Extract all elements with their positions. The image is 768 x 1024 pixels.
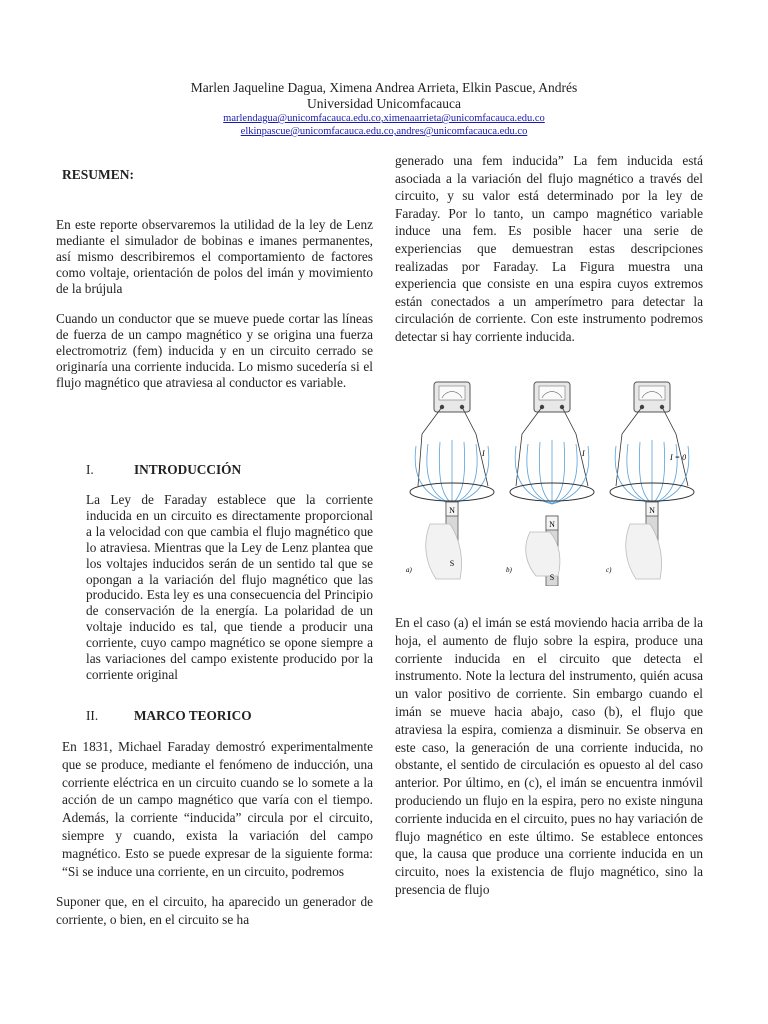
section-number: I. (86, 462, 94, 477)
abstract-text-2: Cuando un conductor que se mueve puede cortar las líneas de fuerza de un campo magnético y se origina una fuerza electromotriz (fem) inducida y en un circuito cerrado se originaría una corriente inducida. Lo mismo sucedería si el flujo magnético que atraviesa al conductor es variable. (56, 311, 373, 390)
right-column-top (395, 152, 703, 346)
panel-label-b: b) (506, 566, 512, 574)
abstract-text-1: En este reporte observaremos la utilidad de la ley de Lenz mediante el simulador de bobinas e imanes permanentes, así mismo describiremos el comportamiento de factores como voltaje, orientación de polos del imán y movimiento de la brújula (56, 217, 373, 296)
faraday-figure-drawing (402, 374, 702, 586)
right-paragraph-1: generado una fem inducida” La fem inducida está asociada a la variación del flujo magnético a través del circuito, y su valor está determinado por la ley de Faraday. Por lo tanto, un campo magnético variable induce una fem. Es posible hacer una serie de experiencias que demuestran estas descripciones realizadas por Faraday. La Figura muestra una experiencia que consiste en una espira cuyos extremos están conectados a un amperímetro para detectar la circulación de corriente. Con este instrumento podremos detectar si hay corriente inducida. (395, 153, 703, 344)
pole-n-label: N (649, 506, 655, 515)
section-number: II. (86, 708, 99, 723)
right-paragraph-2: En el caso (a) el imán se está moviendo hacia arriba de la hoja, el aumento de flujo sobre la espira, produce una corriente inducida en el circuito que detecta el instrumento. Note la lectura del instrumento, quién acusa un valor positivo de corriente. Sin embargo cuando el imán se mueve hacia abajo, caso (b), el flujo que atraviesa la espira, comienza a disminuir. Se observa en este caso, la generación de una corriente inducida, no obstante, el sentido de circulación es opuesto al del caso anterior. Por último, en (c), el imán se encuentra inmóvil produciendo un flujo en la espira, pero no existe ninguna corriente inducida en el circuito, pues no hay variación de flujo magnético en este último. Se establece entonces que, la causa que produce una corriente inducida en un circuito, noes la existencia de flujo magnético, sino la presencia de flujo (395, 615, 703, 897)
panel-c (606, 382, 694, 579)
pole-n-label: N (449, 506, 455, 515)
panel-label-c: c) (606, 566, 612, 574)
paper-header (0, 80, 768, 138)
abstract-paragraph-2 (56, 311, 373, 391)
pole-n-label: N (549, 520, 555, 529)
faraday-figure (402, 374, 702, 586)
affiliation-line: Universidad Unicomfacauca (306, 96, 462, 111)
email-link-line-2[interactable]: elkinpascue@unicomfacauca.edu.co,andres@unicomfacauca.edu.co (240, 126, 528, 137)
section-title: MARCO TEORICO (134, 708, 252, 723)
marco-paragraph-2: Suponer que, en el circuito, ha aparecido un generador de corriente, o bien, en el circuito se ha (56, 894, 373, 927)
authors-line: Marlen Jaqueline Dagua, Ximena Andrea Arrieta, Elkin Pascue, Andrés (190, 80, 578, 95)
marco-section-cont (56, 893, 373, 929)
marco-section (62, 738, 373, 880)
panel-b (506, 382, 594, 586)
current-label: I = 0 (670, 453, 687, 462)
email-link-line-1[interactable]: marlendagua@unicomfacauca.edu.co,ximenaarrieta@unicomfacauca.edu.co (223, 113, 545, 124)
resumen-heading: RESUMEN: (62, 167, 135, 182)
current-label: I (482, 449, 485, 458)
marco-paragraph-1: En 1831, Michael Faraday demostró experimentalmente que se produce, mediante el fenómeno de inducción, una corriente eléctrica en un circuito cuando se lo somete a la acción de un campo magnético que varía con el tiempo. Además, la corriente “inducida” circula por el circuito, siempre y cuando, exista la variación del campo magnético. Esto se puede expresar de la siguiente forma: “Si se induce una corriente, en un circuito, podremos (62, 739, 373, 879)
panel-label-a: a) (406, 566, 412, 574)
intro-paragraph: La Ley de Faraday establece que la corriente inducida en un circuito es directamente proporcional a la velocidad con que cambia el flujo magnético que lo atraviesa. Mientras que la Ley de Lenz plantea que los voltajes inducidos serán de un sentido tal que se opongan a la variación del flujo magnético que las producido. Esta ley es una consecuencia del Principio de conservación de la energía. La polaridad de un voltaje inducido es tal, que tiende a producir una corriente, cuyo campo magnético se opone siempre a las variaciones del campo existente producido por la corriente original (86, 492, 373, 682)
section-heading-intro (86, 462, 241, 478)
section-title: INTRODUCCIÓN (134, 462, 242, 477)
section-heading-marco (86, 708, 252, 724)
pole-s-label: S (449, 559, 455, 568)
intro-section (86, 492, 373, 683)
current-label: I (582, 449, 585, 458)
right-column-bottom (395, 614, 703, 899)
abstract-paragraph-1 (56, 217, 373, 297)
pole-s-label: S (549, 573, 555, 582)
panel-a (406, 382, 494, 579)
